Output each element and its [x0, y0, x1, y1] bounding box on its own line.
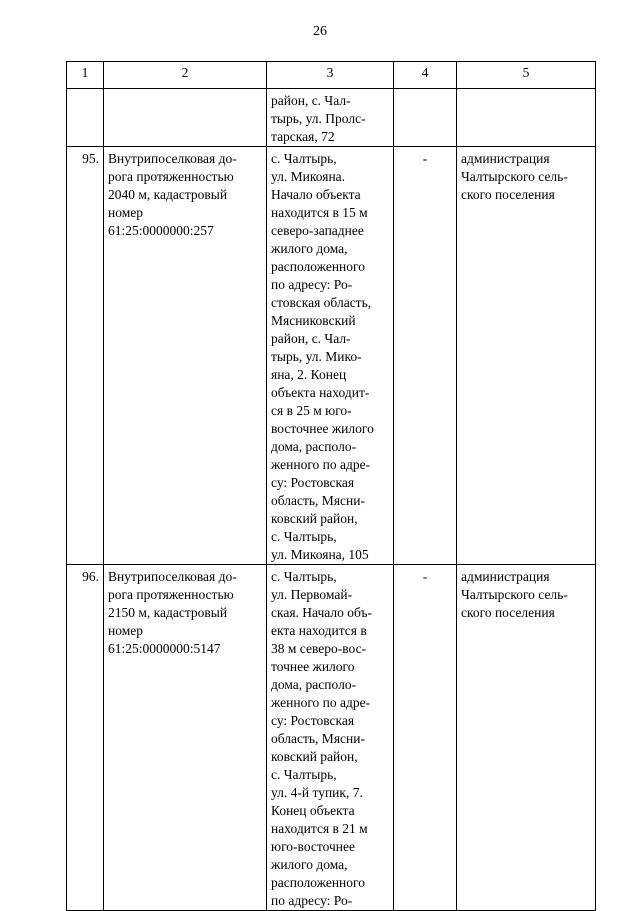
object-owner [457, 89, 596, 147]
location-line: дома, располо- [271, 677, 357, 692]
column-header-2: 2 [104, 62, 267, 89]
object-owner [457, 565, 596, 911]
name-line: рога протяженностью [108, 587, 234, 602]
location-line: ул. Первомай- [271, 587, 353, 602]
table-header-row [67, 62, 596, 89]
location-line: область, Мясни- [271, 493, 365, 508]
location-line: ул. Микояна, 105 [271, 547, 369, 562]
location-line: с. Чалтырь, [271, 529, 337, 544]
location-line: Мясниковский [271, 313, 356, 328]
location-line: юго-восточнее [271, 839, 356, 854]
cadastral-number: 61:25:0000000:5147 [108, 641, 221, 656]
location-line: екта находится в [271, 623, 367, 638]
location-line: ул. 4-й тупик, 7. [271, 785, 363, 800]
table-row-continued [67, 89, 596, 147]
location-line: дома, располо- [271, 439, 357, 454]
location-line: тарская, 72 [271, 129, 335, 144]
name-line: номер [108, 205, 144, 220]
location-line: женного по адре- [271, 695, 371, 710]
location-line: находится в 15 м [271, 205, 368, 220]
object-name [104, 565, 267, 911]
location-line: объекта находит- [271, 385, 370, 400]
location-line: район, с. Чал- [271, 93, 351, 108]
location-line: су: Ростовская [271, 475, 355, 490]
owner-line: администрация [461, 569, 550, 584]
location-line: расположенного [271, 259, 365, 274]
location-line: Конец объекта [271, 803, 355, 818]
location-line: су: Ростовская [271, 713, 355, 728]
object-location [267, 89, 394, 147]
name-line: 2040 м, кадастровый [108, 187, 228, 202]
column-4-value [394, 89, 457, 147]
location-line: яна, 2. Конец [271, 367, 347, 382]
row-number [67, 89, 104, 147]
object-name [104, 147, 267, 565]
owner-line: ского поселения [461, 605, 555, 620]
location-line: область, Мясни- [271, 731, 365, 746]
owner-line: ского поселения [461, 187, 555, 202]
column-header-5: 5 [457, 62, 596, 89]
object-owner [457, 147, 596, 565]
name-line: рога протяженностью [108, 169, 234, 184]
page-number: 26 [313, 24, 327, 39]
cadastral-number: 61:25:0000000:257 [108, 223, 214, 238]
objects-table [66, 61, 596, 911]
column-4-value: - [394, 147, 457, 565]
location-line: 38 м северо-вос- [271, 641, 367, 656]
location-line: стовская область, [271, 295, 372, 310]
location-line: тырь, ул. Мико- [271, 349, 362, 364]
location-line: ул. Микояна. [271, 169, 346, 184]
location-line: тырь, ул. Пролс- [271, 111, 366, 126]
owner-line: администрация [461, 151, 550, 166]
location-line: ковский район, [271, 511, 358, 526]
name-line: 2150 м, кадастровый [108, 605, 228, 620]
column-header-3: 3 [267, 62, 394, 89]
location-line: жилого дома, [271, 857, 348, 872]
location-line: восточнее жилого [271, 421, 374, 436]
column-header-4: 4 [394, 62, 457, 89]
location-line: с. Чалтырь, [271, 767, 337, 782]
owner-line: Чалтырского сель- [461, 587, 568, 602]
location-line: ская. Начало объ- [271, 605, 373, 620]
location-line: находится в 21 м [271, 821, 368, 836]
location-line: с. Чалтырь, [271, 569, 337, 584]
table-row [67, 147, 596, 565]
location-line: по адресу: Ро- [271, 893, 353, 908]
column-4-value: - [394, 565, 457, 911]
location-line: Начало объекта [271, 187, 361, 202]
object-name [104, 89, 267, 147]
name-line: Внутрипоселковая до- [108, 569, 237, 584]
location-line: северо-западнее [271, 223, 364, 238]
location-line: расположенного [271, 875, 365, 890]
location-line: женного по адре- [271, 457, 371, 472]
column-header-1: 1 [67, 62, 104, 89]
object-location [267, 147, 394, 565]
location-line: ковский район, [271, 749, 358, 764]
location-line: ся в 25 м юго- [271, 403, 352, 418]
row-number: 96. [67, 565, 104, 911]
object-location [267, 565, 394, 911]
row-number: 95. [67, 147, 104, 565]
owner-line: Чалтырского сель- [461, 169, 568, 184]
location-line: точнее жилого [271, 659, 355, 674]
location-line: район, с. Чал- [271, 331, 351, 346]
name-line: номер [108, 623, 144, 638]
name-line: Внутрипоселковая до- [108, 151, 237, 166]
location-line: с. Чалтырь, [271, 151, 337, 166]
location-line: жилого дома, [271, 241, 348, 256]
location-line: по адресу: Ро- [271, 277, 353, 292]
table-row [67, 565, 596, 911]
